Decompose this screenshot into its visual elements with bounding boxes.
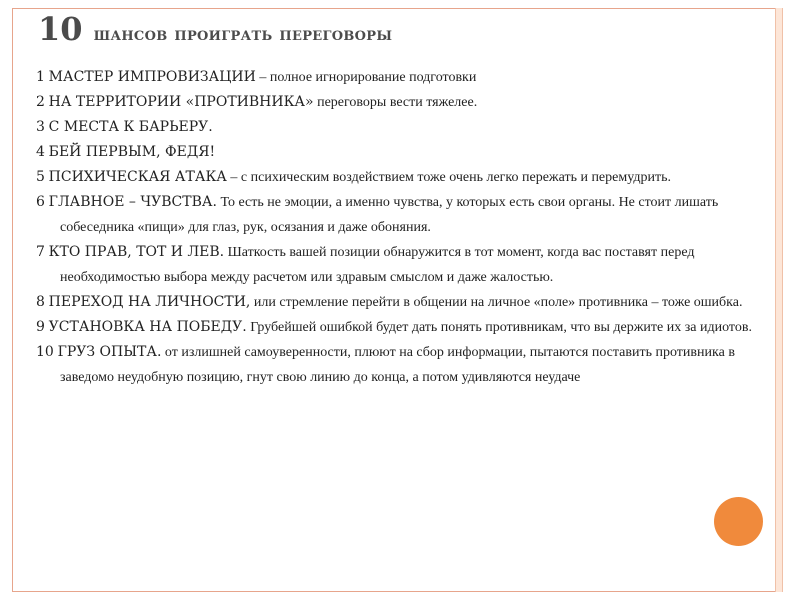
item-lead: КТО ПРАВ, ТОТ И ЛЕВ. [48,244,225,260]
item-lead: ПСИХИЧЕСКАЯ АТАКА [48,169,227,185]
list-item-5 [36,165,766,190]
item-number: 8 [36,294,45,310]
item-number: 6 [36,194,45,210]
list-item-4 [36,140,766,165]
list-item-1 [36,65,766,90]
list-item-3 [36,115,766,140]
item-lead: МАСТЕР ИМПРОВИЗАЦИИ [48,69,256,85]
item-lead: УСТАНОВКА НА ПОБЕДУ. [48,319,247,335]
item-number: 1 [36,69,45,85]
title-text: шансов проиграть переговоры [93,23,393,45]
item-lead: ПЕРЕХОД НА ЛИЧНОСТИ, [48,294,251,310]
item-text: – с психическим воздействием тоже очень легко пережать и перемудрить. [226,170,671,185]
item-text: или стремление перейти в общении на личное «поле» противника – тоже ошибка. [250,295,743,310]
decorative-orange-circle [714,497,763,546]
item-text: – полное игнорирование подготовки [255,70,477,85]
item-number: 2 [36,94,45,110]
item-number: 3 [36,119,45,135]
item-text: переговоры вести тяжелее. [313,95,478,110]
title-number: 10 [38,10,83,48]
decorative-side-band [775,8,783,592]
list-item-10 [36,340,766,390]
item-lead: ГРУЗ ОПЫТА. [57,344,162,360]
list-item-2 [36,90,766,115]
list-item-9 [36,315,766,340]
slide-title [38,10,392,53]
item-lead: БЕЙ ПЕРВЫМ, ФЕДЯ! [48,144,216,160]
item-text: То есть не эмоции, а именно чувства, у которых есть свои органы. Не стоит лишать собеседника «пищи» для глаз, рук, осязания и даже обоняния. [60,195,719,235]
item-text: от излишней самоуверенности, плюют на сбор информации, пытаются поставить противника в заведомо неудобную позицию, гнут свою линию до конца, а потом удивляются неудаче [60,345,735,385]
item-number: 10 [36,344,54,360]
item-lead: ГЛАВНОЕ – ЧУВСТВА. [48,194,217,210]
item-number: 9 [36,319,45,335]
slide-content [36,65,766,390]
item-number: 7 [36,244,45,260]
list-item-7 [36,240,766,290]
item-lead: НА ТЕРРИТОРИИ «ПРОТИВНИКА» [48,94,314,110]
list-item-6 [36,190,766,240]
item-number: 5 [36,169,45,185]
item-text: Грубейшей ошибкой будет дать понять противникам, что вы держите их за идиотов. [246,320,752,335]
item-text: Шаткость вашей позиции обнаружится в тот момент, когда вас поставят перед необходимостью выбора между расчетом или здравым смыслом и даже жалостью. [60,245,695,285]
item-lead: С МЕСТА К БАРЬЕРУ. [48,119,213,135]
list-item-8 [36,290,766,315]
item-number: 4 [36,144,45,160]
